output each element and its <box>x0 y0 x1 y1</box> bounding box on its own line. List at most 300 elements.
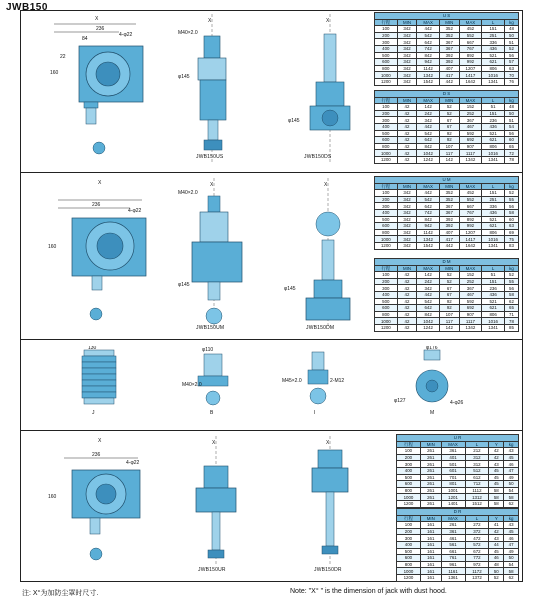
table-cell: 52 <box>439 104 459 111</box>
table-cell: 1341 <box>482 156 505 163</box>
table-cell: 367 <box>439 39 459 46</box>
model-caption: JWB150UR <box>198 567 226 573</box>
table-cell: 117 <box>439 318 459 325</box>
model-caption: JWB150DS <box>304 154 332 160</box>
table-row <box>375 291 519 298</box>
column-header: 行程 <box>375 19 398 26</box>
table-cell: 78 <box>504 156 518 163</box>
table-title: D R <box>397 509 519 516</box>
table-cell: 71 <box>504 311 518 318</box>
table-cell: 342 <box>417 285 440 292</box>
table-cell: 442 <box>439 242 459 249</box>
table-row <box>397 561 519 568</box>
table-cell: 442 <box>417 123 440 130</box>
accessory-caption: J <box>92 410 95 416</box>
table-row <box>375 45 519 52</box>
table-cell: 600 <box>375 137 398 144</box>
table-cell: 51 <box>504 117 518 124</box>
table-cell: 672 <box>465 548 489 555</box>
dim-label: 4-φ26 <box>450 400 464 406</box>
table-cell: 400 <box>375 45 398 52</box>
accessory-caption: M <box>430 410 435 416</box>
table-cell: 692 <box>459 305 482 312</box>
table-cell: 43 <box>504 522 519 529</box>
spec-table-us <box>374 12 519 86</box>
table-cell: 500 <box>375 298 398 305</box>
table-row <box>397 528 519 535</box>
table-cell: 152 <box>459 272 482 279</box>
table-cell: 1000 <box>375 236 398 243</box>
table-cell: 200 <box>375 196 398 203</box>
section-divider <box>20 339 523 340</box>
table-cell: 75 <box>504 236 518 243</box>
table-cell: 642 <box>417 137 440 144</box>
table-cell: 600 <box>397 481 421 488</box>
table-cell: 961 <box>441 561 465 568</box>
table-title: U S <box>375 13 519 20</box>
column-header: MAX <box>459 265 482 272</box>
table-cell: 500 <box>375 52 398 59</box>
table-row <box>375 156 519 163</box>
column-header: MAX <box>459 97 482 104</box>
table-cell: 57 <box>504 59 518 66</box>
table-cell: 272 <box>465 522 489 529</box>
table-row <box>375 150 519 157</box>
table-cell: 1361 <box>441 574 465 581</box>
table-cell: 52 <box>489 574 504 581</box>
column-header: L <box>465 515 489 522</box>
table-cell: 200 <box>375 110 398 117</box>
accessory-b-top-plate <box>182 346 242 408</box>
table-cell: 367 <box>439 203 459 210</box>
table-cell: 100 <box>397 448 421 455</box>
table-cell: 58 <box>504 209 518 216</box>
table-row <box>375 305 519 312</box>
table-cell: 50 <box>489 568 504 575</box>
table-cell: 1512 <box>465 500 489 507</box>
table-cell: 800 <box>397 487 421 494</box>
table-cell: 62 <box>504 574 519 581</box>
table-row <box>375 143 519 150</box>
table-row <box>375 203 519 210</box>
column-header: 行程 <box>397 441 421 448</box>
table-cell: 1000 <box>397 494 421 501</box>
dim-label: φ145 <box>178 74 190 80</box>
table-cell: 92 <box>439 298 459 305</box>
table-cell: 200 <box>375 278 398 285</box>
table-cell: 300 <box>375 39 398 46</box>
table-row <box>375 229 519 236</box>
table-cell: 600 <box>375 59 398 66</box>
table-cell: 58 <box>489 487 504 494</box>
table-cell: 63 <box>504 223 518 230</box>
column-header: MAX <box>441 441 465 448</box>
table-cell: 742 <box>417 45 440 52</box>
table-cell: 51 <box>482 104 505 111</box>
model-caption: JWB150DM <box>306 325 335 331</box>
column-header: kg <box>504 515 519 522</box>
table-cell: 442 <box>439 78 459 85</box>
table-cell: 1161 <box>441 568 465 575</box>
column-header: MAX <box>417 265 440 272</box>
table-cell: 44 <box>489 541 504 548</box>
table-cell: 48 <box>504 104 518 111</box>
table-row <box>397 474 519 481</box>
table-cell: 500 <box>375 130 398 137</box>
table-cell: 367 <box>439 209 459 216</box>
table-cell: 600 <box>375 223 398 230</box>
table-cell: 806 <box>482 65 505 72</box>
dim-label: 4-φ22 <box>128 208 142 214</box>
table-cell: 67 <box>439 117 459 124</box>
table-cell: 801 <box>441 481 465 488</box>
table-row <box>375 216 519 223</box>
table-cell: 342 <box>397 39 417 46</box>
table-title: D S <box>375 91 519 98</box>
table-cell: 1001 <box>441 487 465 494</box>
table-row <box>397 522 519 529</box>
table-cell: 300 <box>375 117 398 124</box>
table-cell: 50 <box>504 555 519 562</box>
table-cell: 342 <box>397 65 417 72</box>
table-cell: 1200 <box>375 324 398 331</box>
table-cell: 1200 <box>397 500 421 507</box>
table-cell: 100 <box>375 190 398 197</box>
table-cell: 142 <box>439 324 459 331</box>
column-header: L <box>482 265 505 272</box>
spec-table-dr <box>396 508 519 582</box>
table-cell: 1201 <box>441 494 465 501</box>
table-cell: 1372 <box>465 574 489 581</box>
table-cell: 100 <box>375 104 398 111</box>
table-cell: 200 <box>397 454 421 461</box>
table-cell: 842 <box>417 311 440 318</box>
table-cell: 400 <box>397 541 421 548</box>
table-cell: 52 <box>439 110 459 117</box>
table-cell: 42 <box>397 156 417 163</box>
table-cell: 43 <box>504 448 519 455</box>
table-cell: 161 <box>420 522 441 529</box>
table-cell: 417 <box>439 72 459 79</box>
jack-top-view-um <box>30 178 152 328</box>
table-cell: 1417 <box>459 236 482 243</box>
table-cell: 83 <box>504 242 518 249</box>
table-cell: 47 <box>504 541 519 548</box>
table-cell: 100 <box>375 26 398 33</box>
table-cell: 1042 <box>417 318 440 325</box>
table-cell: 452 <box>459 26 482 33</box>
table-cell: 200 <box>375 32 398 39</box>
table-cell: 667 <box>459 39 482 46</box>
table-cell: 60 <box>504 216 518 223</box>
table-cell: 1200 <box>375 156 398 163</box>
table-cell: 992 <box>459 59 482 66</box>
table-cell: 161 <box>420 528 441 535</box>
table-row <box>375 272 519 279</box>
table-cell: 56 <box>504 52 518 59</box>
table-cell: 500 <box>375 216 398 223</box>
table-row <box>375 104 519 111</box>
jack-top-view-us <box>24 14 146 164</box>
table-row <box>397 541 519 548</box>
table-cell: 892 <box>459 216 482 223</box>
table-cell: 42 <box>397 150 417 157</box>
table-cell: 151 <box>482 278 505 285</box>
table-cell: 236 <box>482 117 505 124</box>
table-cell: 117 <box>439 150 459 157</box>
table-cell: 621 <box>482 305 505 312</box>
table-cell: 161 <box>420 555 441 562</box>
table-cell: 151 <box>482 190 505 197</box>
table-cell: 42 <box>397 104 417 111</box>
table-cell: 806 <box>482 229 505 236</box>
table-row <box>375 39 519 46</box>
table-cell: 1341 <box>482 78 505 85</box>
table-cell: 972 <box>465 561 489 568</box>
table-cell: 42 <box>397 298 417 305</box>
table-title: D M <box>375 259 519 266</box>
table-row <box>375 65 519 72</box>
table-cell: 542 <box>417 130 440 137</box>
table-cell: 50 <box>504 481 519 488</box>
table-cell: 600 <box>397 555 421 562</box>
table-row <box>375 278 519 285</box>
table-cell: 49 <box>504 474 519 481</box>
table-row <box>375 324 519 331</box>
table-cell: 367 <box>459 117 482 124</box>
table-cell: 352 <box>439 190 459 197</box>
table-cell: 161 <box>420 541 441 548</box>
table-cell: 342 <box>397 196 417 203</box>
table-cell: 67 <box>439 291 459 298</box>
table-row <box>397 494 519 501</box>
table-cell: 407 <box>439 229 459 236</box>
page-title: JWB150 <box>6 2 48 13</box>
column-header: MIN <box>397 19 417 26</box>
table-row <box>375 130 519 137</box>
table-cell: 452 <box>459 190 482 197</box>
column-header: MIN <box>420 441 441 448</box>
table-cell: 252 <box>459 110 482 117</box>
table-cell: 336 <box>482 203 505 210</box>
table-cell: 942 <box>417 59 440 66</box>
table-cell: 45 <box>504 454 519 461</box>
table-cell: 52 <box>504 272 518 279</box>
table-cell: 54 <box>504 487 519 494</box>
table-cell: 1016 <box>482 150 505 157</box>
jack-elevation-dm <box>284 178 370 328</box>
jack-elevation-ur <box>176 436 256 566</box>
table-cell: 467 <box>459 291 482 298</box>
table-cell: 42 <box>397 110 417 117</box>
table-cell: 151 <box>482 26 505 33</box>
column-header: 行程 <box>375 183 398 190</box>
table-cell: 342 <box>397 209 417 216</box>
table-cell: 1200 <box>397 574 421 581</box>
table-cell: 56 <box>504 203 518 210</box>
table-cell: 692 <box>459 137 482 144</box>
table-cell: 352 <box>439 32 459 39</box>
table-cell: 92 <box>439 130 459 137</box>
table-cell: 300 <box>397 535 421 542</box>
dim-label: X <box>326 18 330 24</box>
table-row <box>375 32 519 39</box>
section-divider <box>20 430 523 431</box>
column-header: MIN <box>439 183 459 190</box>
table-cell: 42 <box>397 291 417 298</box>
table-row <box>375 52 519 59</box>
table-cell: 42 <box>397 278 417 285</box>
table-cell: 842 <box>417 143 440 150</box>
table-cell: 800 <box>397 561 421 568</box>
table-cell: 78 <box>504 318 518 325</box>
dim-label: M40×2.0 <box>178 190 198 196</box>
table-cell: 800 <box>375 143 398 150</box>
table-cell: 58 <box>489 500 504 507</box>
table-cell: 42 <box>397 130 417 137</box>
table-cell: 642 <box>417 203 440 210</box>
table-cell: 1016 <box>482 236 505 243</box>
table-row <box>375 137 519 144</box>
table-cell: 236 <box>482 285 505 292</box>
dim-label: 160 <box>50 70 59 76</box>
table-cell: 806 <box>482 143 505 150</box>
table-row <box>375 72 519 79</box>
table-cell: 367 <box>439 45 459 52</box>
table-cell: 1342 <box>417 72 440 79</box>
table-cell: 1342 <box>459 156 482 163</box>
table-cell: 1172 <box>465 568 489 575</box>
table-cell: 1000 <box>375 318 398 325</box>
table-cell: 46 <box>489 555 504 562</box>
dim-label: 160 <box>48 244 57 250</box>
table-cell: 60 <box>504 137 518 144</box>
table-cell: 45 <box>489 548 504 555</box>
table-cell: 342 <box>397 72 417 79</box>
table-cell: 56 <box>504 285 518 292</box>
table-cell: 701 <box>441 474 465 481</box>
table-cell: 45 <box>489 481 504 488</box>
table-cell: 142 <box>439 156 459 163</box>
table-cell: 342 <box>397 216 417 223</box>
table-cell: 500 <box>397 474 421 481</box>
table-cell: 62 <box>504 298 518 305</box>
table-cell: 542 <box>417 196 440 203</box>
table-cell: 352 <box>439 196 459 203</box>
dim-label: M40×2.0 <box>182 382 202 388</box>
table-cell: 161 <box>420 574 441 581</box>
table-cell: 621 <box>482 137 505 144</box>
table-cell: 251 <box>482 196 505 203</box>
table-cell: 72 <box>504 150 518 157</box>
table-row <box>397 548 519 555</box>
table-cell: 342 <box>397 223 417 230</box>
table-cell: 54 <box>504 123 518 130</box>
table-cell: 1401 <box>441 500 465 507</box>
table-cell: 67 <box>439 123 459 130</box>
table-row <box>375 190 519 197</box>
table-cell: 41 <box>489 522 504 529</box>
table-row <box>397 461 519 468</box>
table-cell: 642 <box>417 39 440 46</box>
table-cell: 342 <box>397 52 417 59</box>
column-header: MAX <box>417 183 440 190</box>
table-cell: 542 <box>417 298 440 305</box>
table-cell: 69 <box>504 229 518 236</box>
table-cell: 92 <box>439 305 459 312</box>
table-cell: 367 <box>459 285 482 292</box>
table-cell: 501 <box>441 461 465 468</box>
table-cell: 1117 <box>459 318 482 325</box>
table-cell: 50 <box>504 110 518 117</box>
table-cell: 800 <box>375 65 398 72</box>
jack-elevation-ds <box>288 14 368 164</box>
table-cell: 472 <box>465 535 489 542</box>
table-cell: 667 <box>459 203 482 210</box>
column-header: L <box>482 183 505 190</box>
table-cell: 800 <box>375 311 398 318</box>
table-cell: 142 <box>417 272 440 279</box>
table-cell: 42 <box>397 318 417 325</box>
table-row <box>375 311 519 318</box>
table-cell: 407 <box>439 65 459 72</box>
table-cell: 261 <box>441 522 465 529</box>
table-cell: 1200 <box>375 242 398 249</box>
footer-note-chinese: 注: X°为加防尘罩时尺寸. <box>22 590 99 597</box>
table-cell: 43 <box>489 535 504 542</box>
table-cell: 342 <box>397 242 417 249</box>
model-caption: JWB150UM <box>196 325 225 331</box>
spec-table-dm <box>374 258 519 332</box>
table-cell: 1242 <box>417 324 440 331</box>
dim-label: 4-φ22 <box>119 32 133 38</box>
table-cell: 48 <box>504 26 518 33</box>
table-cell: 161 <box>420 548 441 555</box>
table-cell: 1142 <box>417 65 440 72</box>
table-cell: 100 <box>397 522 421 529</box>
table-cell: 842 <box>417 216 440 223</box>
dim-label: φ176 <box>426 346 438 351</box>
table-cell: 342 <box>397 78 417 85</box>
table-cell: 572 <box>465 541 489 548</box>
table-cell: 361 <box>441 448 465 455</box>
table-cell: 392 <box>439 216 459 223</box>
table-cell: 85 <box>504 324 518 331</box>
column-header: MIN <box>420 515 441 522</box>
table-cell: 45 <box>489 474 504 481</box>
table-cell: 342 <box>397 59 417 66</box>
table-cell: 42 <box>489 448 504 455</box>
table-cell: 342 <box>397 236 417 243</box>
table-cell: 42 <box>397 305 417 312</box>
dim-label: φ110 <box>202 347 214 353</box>
column-header: MAX <box>417 19 440 26</box>
table-cell: 521 <box>482 52 505 59</box>
table-cell: 907 <box>459 311 482 318</box>
table-cell: 312 <box>465 454 489 461</box>
table-row <box>375 59 519 66</box>
dim-label: 236 <box>96 26 105 32</box>
table-cell: 142 <box>417 104 440 111</box>
table-cell: 767 <box>459 209 482 216</box>
table-cell: 400 <box>375 209 398 216</box>
dim-label: 236 <box>92 452 101 458</box>
table-cell: 1016 <box>482 318 505 325</box>
table-cell: 1000 <box>375 150 398 157</box>
dim-label: φ127 <box>394 398 406 404</box>
table-cell: 67 <box>439 285 459 292</box>
table-cell: 1112 <box>465 487 489 494</box>
